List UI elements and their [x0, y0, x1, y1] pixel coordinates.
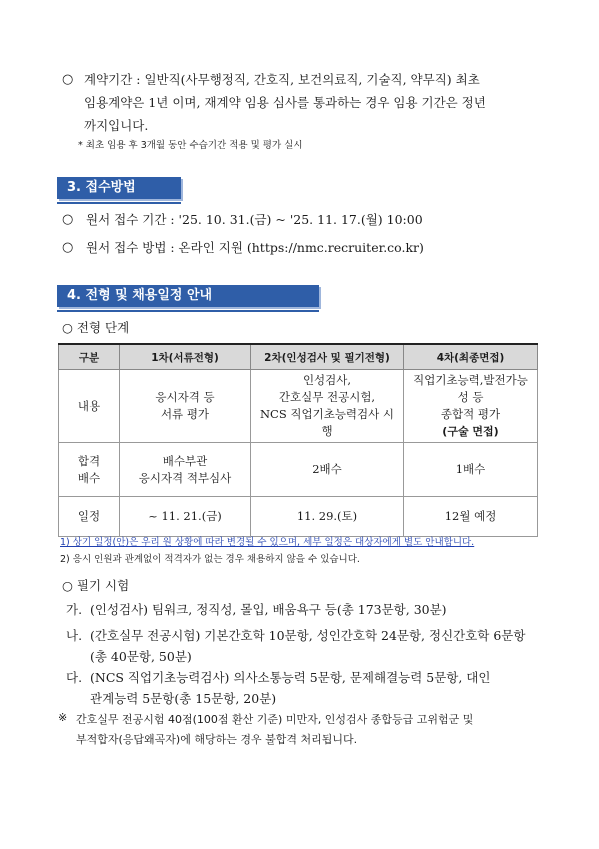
table-header-cell: 구분 [59, 344, 120, 370]
written-item-line: (NCS 직업기초능력검사) 의사소통능력 5문항, 문제해결능력 5문항, 대인 [90, 670, 491, 685]
contract-line-3: 까지입니다. [84, 118, 149, 133]
table-row [59, 443, 538, 497]
stage-heading: ○ 전형 단계 [62, 320, 130, 335]
written-item-label: 나. [66, 628, 83, 643]
table-cell [120, 370, 251, 443]
bullet-circle: ○ [62, 212, 74, 227]
table-header-cell: 4차(최종면접) [404, 344, 538, 370]
table-header-cell: 1차(서류전형) [120, 344, 251, 370]
contract-line-1: 계약기간 : 일반직(사무행정직, 간호직, 보건의료직, 기술직, 약무직) 최초 [84, 72, 480, 87]
written-item-label: 다. [66, 670, 83, 685]
written-item-label: 가. [66, 602, 83, 617]
written-heading: ○ 필기 시험 [62, 578, 130, 593]
table-cell [251, 370, 404, 443]
cell-line: 종합적 평가 [440, 407, 501, 421]
table-cell [404, 370, 538, 443]
written-item-line: (간호실무 전공시험) 기본간호학 10문항, 성인간호학 24문항, 정신간호학 6문항 [90, 628, 526, 643]
schedule-note-1: 1) 상기 일정(안)은 우리 원 상황에 따라 변경될 수 있으며, 세부 일정은 대상자에게 별도 안내합니다. [60, 537, 475, 548]
row-header-content: 내용 [59, 370, 120, 443]
written-item-line: (인성검사) 팀워크, 정직성, 몰입, 배움욕구 등(총 173문항, 30분) [90, 602, 447, 617]
schedule-table [58, 343, 538, 537]
bullet-circle: ○ [62, 72, 74, 87]
footnote-line-1: 간호실무 전공시험 40점(100점 환산 기준) 미만자, 인성검사 종합등급 고위험군 및 [76, 713, 474, 726]
section-4-title: 4. 전형 및 채용일정 안내 [67, 288, 213, 303]
table-cell: 2배수 [251, 443, 404, 497]
section-underline [57, 310, 319, 312]
section-4-header [57, 285, 319, 307]
written-item-line: (총 40문항, 50분) [90, 649, 192, 664]
section-underline [57, 202, 181, 204]
table-cell: 11. 29.(토) [251, 497, 404, 537]
cell-line: 간호실무 전공시험, [278, 390, 376, 404]
table-cell: 1배수 [404, 443, 538, 497]
cell-line: 배수부관 [162, 453, 208, 468]
table-header-row [59, 344, 538, 370]
cell-line: 인성검사, [302, 373, 352, 387]
row-header-pass [59, 443, 120, 497]
footnote-line-2: 부적합자(응답왜곡자)에 해당하는 경우 불합격 처리됩니다. [76, 733, 358, 746]
cell-line: NCS 직업기초능력검사 시행 [259, 407, 395, 438]
section-3-header [57, 177, 181, 199]
section-3-title: 3. 접수방법 [67, 180, 136, 195]
interview-label: (구술 면접) [442, 425, 499, 438]
written-item-line: 관계능력 5문항(총 15문항, 20분) [90, 691, 277, 706]
cell-line: 서류 평가 [160, 407, 210, 421]
cell-line: 응시자격 등 [155, 390, 215, 404]
reference-mark: ※ [58, 711, 68, 724]
table-cell: 12월 예정 [404, 497, 538, 537]
cell-line: 응시자격 적부심사 [138, 470, 232, 485]
cell-line: 직업기초능력,발전가능성 등 [413, 373, 528, 404]
table-cell [120, 443, 251, 497]
row-header-schedule: 일정 [59, 497, 120, 537]
table-row [59, 370, 538, 443]
cell-line: 배수 [77, 470, 101, 485]
bullet-circle: ○ [62, 240, 74, 255]
probation-note: * 최초 임용 후 3개월 동안 수습기간 적용 및 평가 실시 [78, 140, 303, 151]
schedule-note-2: 2) 응시 인원과 관계없이 적격자가 없는 경우 채용하지 않을 수 있습니다. [60, 554, 360, 565]
cell-line: 합격 [77, 453, 101, 468]
contract-line-2: 임용계약은 1년 이며, 재계약 임용 심사를 통과하는 경우 임용 기간은 정년 [84, 95, 486, 110]
application-period: 원서 접수 기간 : '25. 10. 31.(금) ~ '25. 11. 17.(월) 10:00 [86, 212, 423, 227]
application-method: 원서 접수 방법 : 온라인 지원 (https://nmc.recruiter.co.kr) [86, 240, 424, 255]
table-row [59, 497, 538, 537]
table-cell: ~ 11. 21.(금) [120, 497, 251, 537]
table-header-cell: 2차(인성검사 및 필기전형) [251, 344, 404, 370]
